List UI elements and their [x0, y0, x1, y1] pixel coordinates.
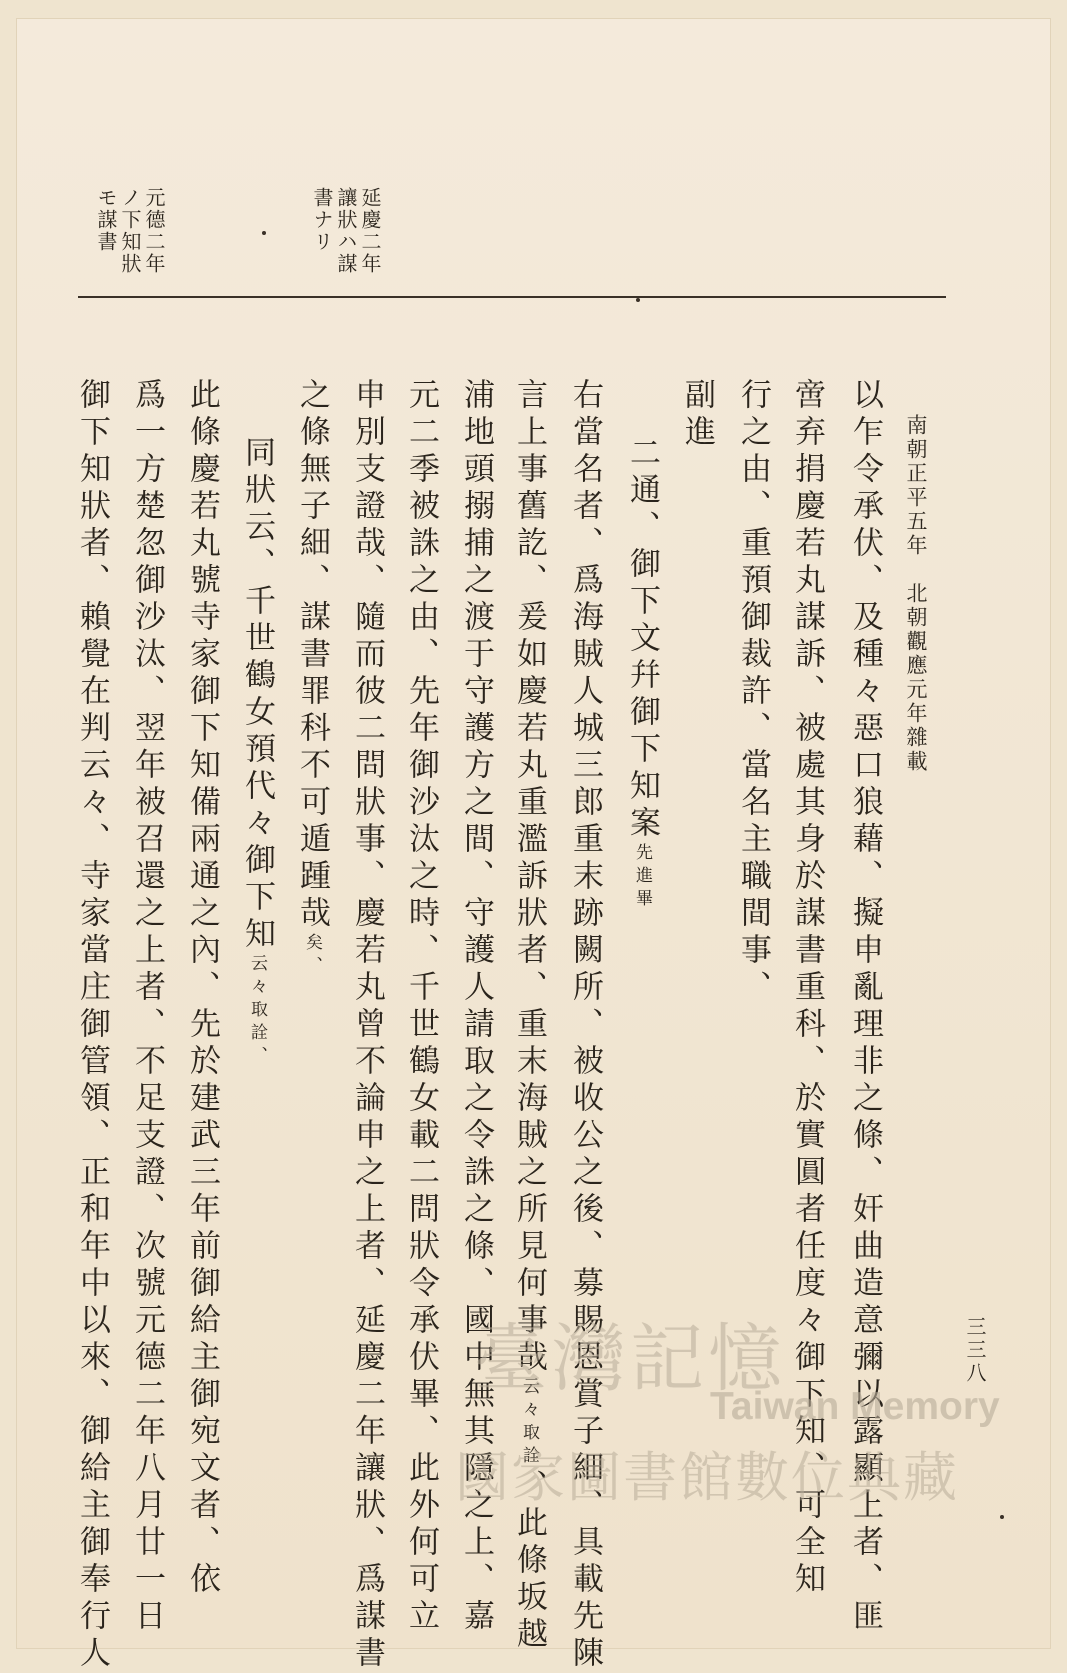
inline-note: 云々取詮、 — [247, 954, 267, 1069]
text-column-3 — [735, 378, 771, 1007]
text-column-10 — [349, 378, 385, 1673]
watermark-subtitle: 國家圖書館數位典藏 — [455, 1446, 959, 1509]
inline-note: 云々取詮 — [519, 1377, 539, 1469]
page-number: 三三八 — [963, 1316, 987, 1385]
column-text: 浦地頭搦捕之渡于守護方之間、守護人請取之令誅之條、國中無其隱之上、嘉 — [458, 378, 494, 1636]
text-column-9 — [403, 378, 439, 1636]
column-text: 之條無子細、謀書罪科不可遁踵哉 — [294, 378, 330, 933]
margin-note-gentoku-2 — [120, 187, 140, 275]
column-text: 御下知狀者、賴覺在判云々、寺家當庄御管領、正和年中以來、御給主御奉行人 — [74, 378, 110, 1673]
text-column-5 — [624, 436, 660, 912]
column-text: 申別支證哉、隨而彼二問狀事、慶若丸曾不論申之上者、延慶二年讓狀、爲謀書 — [349, 378, 385, 1673]
header-rule — [78, 296, 946, 298]
watermark-english: Taiwan Memory — [710, 1385, 1000, 1428]
column-text: 同狀云、千世鶴女預代々御下知 — [239, 436, 275, 954]
text-column-14 — [129, 378, 165, 1636]
column-text: 行之由、重預御裁許、當名主職間事、 — [735, 378, 771, 1007]
margin-note-enkei-2 — [336, 187, 356, 275]
text-column-4 — [679, 378, 715, 452]
inline-note: 矣、 — [302, 933, 322, 979]
inline-note: 先進畢 — [632, 843, 652, 912]
column-text: 右當名者、爲海賊人城三郎重末跡闕所、被收公之後、募賜恩賞子細、具載先陳 — [567, 378, 603, 1673]
column-text: 此條慶若丸號寺家御下知備兩通之內、先於建武三年前御給主御宛文者、依 — [184, 378, 220, 1599]
column-text-tail: 、此條坂越 — [511, 1469, 547, 1654]
margin-note-gentoku — [144, 187, 164, 275]
column-text: 副進 — [679, 378, 715, 452]
watermark-logo: 臺灣記憶 — [474, 1316, 786, 1402]
column-text: 言上事舊訖、爰如慶若丸重濫訴狀者、重末海賊之所見何事哉 — [511, 378, 547, 1377]
ink-dot — [262, 231, 266, 235]
note-line: 書ナリ — [310, 187, 334, 253]
column-text: 二通、御下文幷御下知案 — [624, 436, 660, 843]
margin-note-enkei-3 — [312, 187, 332, 253]
text-column-13 — [184, 378, 220, 1599]
running-header: 南朝正平五年 北朝觀應元年雜載 — [904, 414, 928, 774]
note-line: 讓狀ハ謀 — [334, 187, 358, 275]
column-text: 以乍令承伏、及種々惡口狼藉、擬申亂理非之條、奸曲造意彌以露顯上者、匪 — [847, 378, 883, 1636]
text-column-11 — [294, 378, 330, 979]
text-column-15 — [74, 378, 110, 1673]
ink-dot — [636, 298, 640, 302]
note-line: 延慶二年 — [358, 187, 382, 275]
ink-dot — [1000, 1515, 1004, 1519]
text-column-12 — [239, 436, 275, 1069]
column-text: 啻弃捐慶若丸謀訴、被處其身於謀書重科、於實圓者任度々御下知、可全知 — [789, 378, 825, 1599]
note-line: ノ下知狀 — [118, 187, 142, 275]
margin-note-gentoku-3 — [96, 187, 116, 253]
column-text: 元二季被誅之由、先年御沙汰之時、千世鶴女載二問狀令承伏畢、此外何可立 — [403, 378, 439, 1636]
note-line: モ謀書 — [94, 187, 118, 253]
note-line: 元德二年 — [142, 187, 166, 275]
column-text: 爲一方楚忽御沙汰、翌年被召還之上者、不足支證、次號元德二年八月廿一日 — [129, 378, 165, 1636]
margin-note-enkei — [360, 187, 380, 275]
